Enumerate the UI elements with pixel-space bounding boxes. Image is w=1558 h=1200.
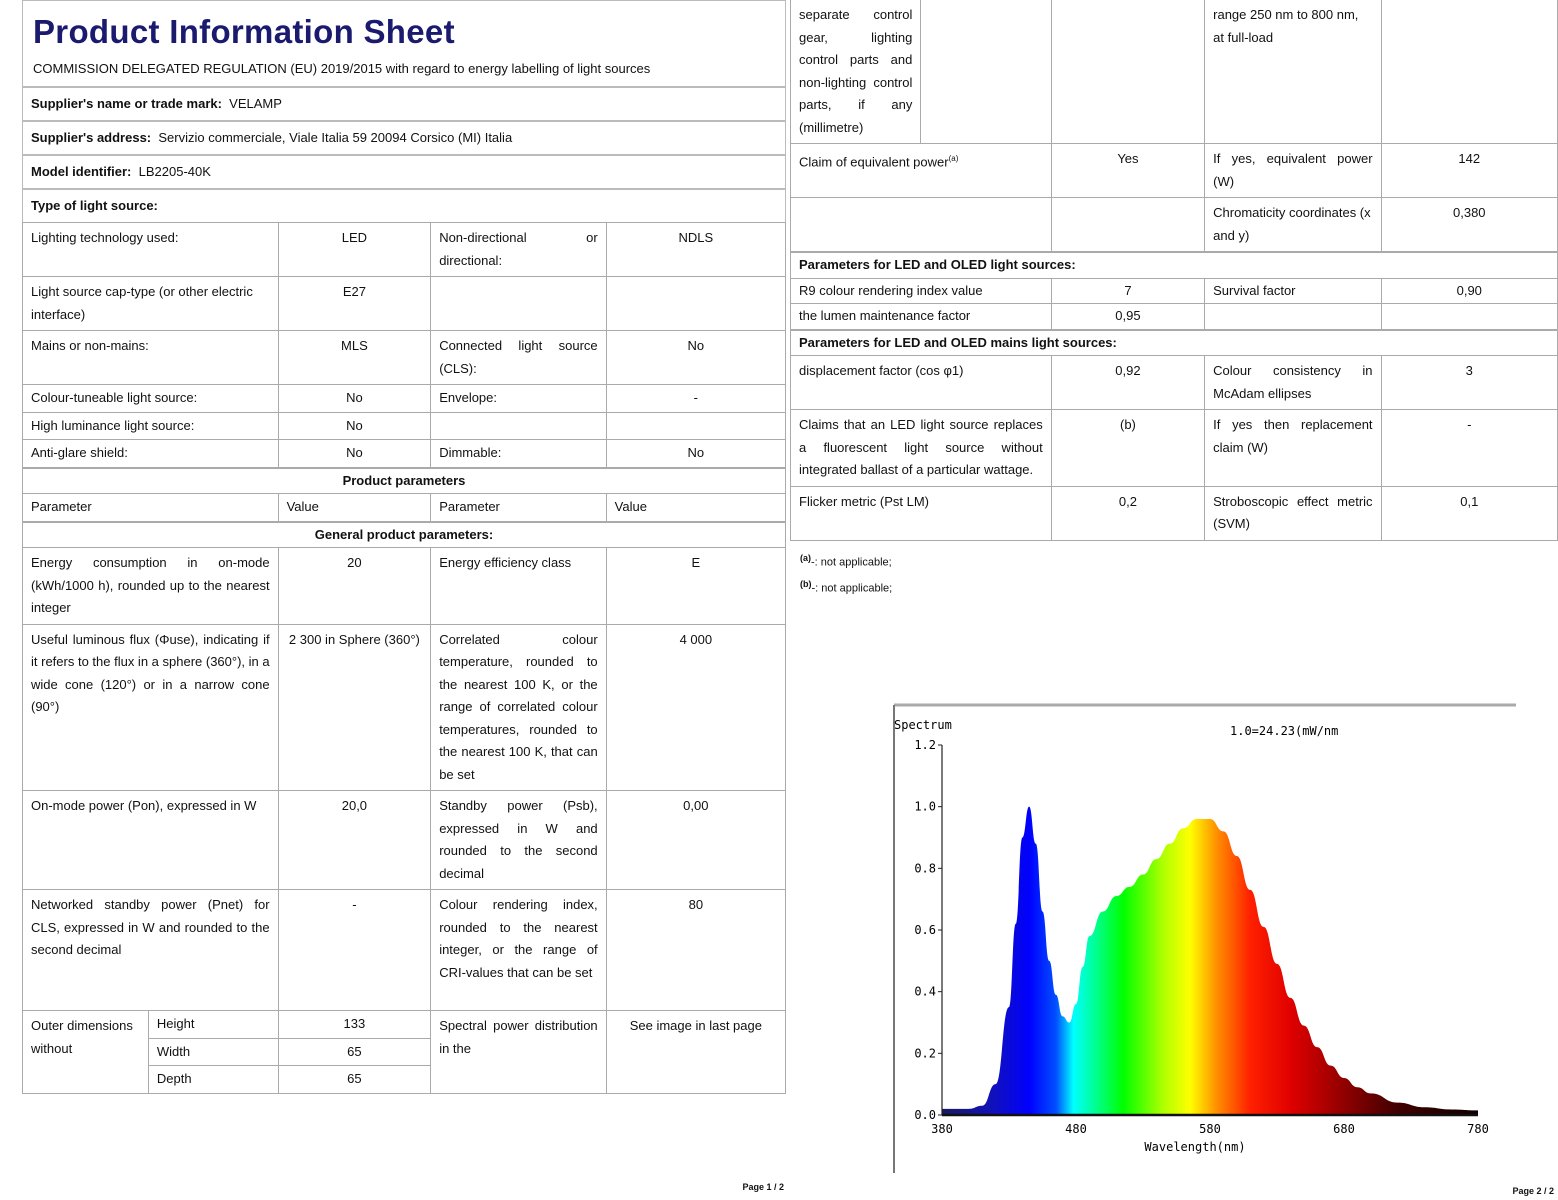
- dimension-value: 133: [278, 1011, 431, 1039]
- param-value: 0,90: [1381, 278, 1557, 304]
- param-label: Energy consumption in on-mode (kWh/1000 h), rounded up to the nearest integer: [23, 548, 279, 625]
- dimension-value: 65: [278, 1066, 431, 1094]
- footnote-mark: (a): [800, 552, 811, 563]
- table-row: [791, 356, 1558, 410]
- param-label: separate control gear, lighting control parts and non-lighting control parts, if any (millimetre): [791, 0, 921, 144]
- empty-cell: [921, 0, 1051, 144]
- param-label: Non-directional or directional:: [431, 223, 606, 277]
- y-tick-label: 0.8: [914, 861, 936, 876]
- param-value: 3: [1381, 356, 1557, 410]
- param-value: [606, 277, 785, 331]
- model-identifier-row: [23, 154, 785, 188]
- param-label: Useful luminous flux (Φuse), indicating if it refers to the flux in a sphere (360°), in a wide cone (120°) or in a narrow cone (90°): [23, 624, 279, 791]
- x-tick-label: 480: [1065, 1122, 1087, 1136]
- page-2: [790, 0, 1558, 1200]
- param-value: 0,92: [1051, 356, 1204, 410]
- table-row: [791, 304, 1558, 330]
- param-label: Light source cap-type (or other electric interface): [23, 277, 279, 331]
- param-label: Anti-glare shield:: [23, 440, 279, 468]
- type-of-light-source-row: [23, 188, 785, 222]
- table-row: [791, 486, 1558, 540]
- table-row: [23, 412, 786, 440]
- param-label: Flicker metric (Pst LM): [791, 486, 1052, 540]
- spectrum-chart: [890, 703, 1520, 1173]
- x-tick-label: 780: [1467, 1122, 1489, 1136]
- param-value: -: [606, 385, 785, 413]
- table-row: [23, 791, 786, 890]
- column-header: Parameter: [431, 494, 606, 522]
- y-tick-label: 0.2: [914, 1046, 936, 1061]
- param-label: [1205, 304, 1381, 330]
- param-value: [606, 412, 785, 440]
- table-row: [23, 331, 786, 385]
- type-of-light-source-label: Type of light source:: [31, 198, 158, 213]
- param-label: Colour consistency in McAdam ellipses: [1205, 356, 1381, 410]
- equivalent-power-claim-label: Claim of equivalent power: [799, 154, 949, 170]
- supplier-address-value: Servizio commerciale, Viale Italia 59 20094 Corsico (MI) Italia: [158, 130, 513, 145]
- supplier-name-row: [23, 86, 785, 120]
- param-value: E27: [278, 277, 431, 331]
- dimension-name: Height: [148, 1011, 278, 1039]
- param-label: Spectral power distribution in the: [431, 1011, 606, 1094]
- param-value: (b): [1051, 410, 1204, 487]
- param-value: [1051, 198, 1204, 253]
- empty-cell: [1381, 0, 1557, 144]
- dimension-name: Width: [148, 1038, 278, 1066]
- y-tick-label: 0.6: [914, 923, 936, 937]
- table-row: [23, 890, 786, 1011]
- footnote: [800, 547, 1548, 574]
- footnotes: [790, 541, 1558, 600]
- supplier-address-label: Supplier's address:: [31, 130, 152, 145]
- product-parameters-heading: Product parameters: [23, 468, 786, 494]
- dimension-value: 65: [278, 1038, 431, 1066]
- column-header: Value: [278, 494, 431, 522]
- param-label: Lighting technology used:: [23, 223, 279, 277]
- chart-annotation: 1.0=24.23(mW/nm: [1230, 724, 1339, 738]
- mains-heading-row: [791, 330, 1558, 356]
- column-header: Parameter: [23, 494, 279, 522]
- param-label: Colour-tuneable light source:: [23, 385, 279, 413]
- y-tick-label: 1.0: [914, 799, 936, 814]
- page-number: Page 1 / 2: [742, 1182, 784, 1192]
- column-header: Value: [606, 494, 785, 522]
- supplier-name-value: VELAMP: [229, 96, 282, 111]
- param-value: 80: [606, 890, 785, 1011]
- table-row: [791, 410, 1558, 487]
- table-row: [23, 548, 786, 625]
- param-value: -: [278, 890, 431, 1011]
- x-tick-label: 380: [931, 1122, 953, 1136]
- param-label: Survival factor: [1205, 278, 1381, 304]
- table-row: [23, 385, 786, 413]
- param-label: displacement factor (cos φ1): [791, 356, 1052, 410]
- page-title: Product Information Sheet: [33, 13, 455, 50]
- param-value: LED: [278, 223, 431, 277]
- product-parameters-heading-row: [23, 468, 786, 494]
- chart-ylabel: Spectrum: [894, 718, 952, 732]
- param-value: No: [278, 385, 431, 413]
- footnote-text: -: not applicable;: [811, 556, 892, 569]
- param-label: Energy efficiency class: [431, 548, 606, 625]
- x-tick-label: 680: [1333, 1122, 1355, 1136]
- param-label: Networked standby power (Pnet) for CLS, expressed in W and rounded to the second decimal: [23, 890, 279, 1011]
- param-value: 7: [1051, 278, 1204, 304]
- param-label: If yes, equivalent power (W): [1205, 144, 1381, 198]
- page-1: [22, 0, 786, 1200]
- led-heading-row: [791, 252, 1558, 278]
- regulation-text: COMMISSION DELEGATED REGULATION (EU) 2019/2015 with regard to energy labelling of light sources: [33, 61, 651, 76]
- table-row: [791, 278, 1558, 304]
- param-label: If yes then replacement claim (W): [1205, 410, 1381, 487]
- param-label: On-mode power (Pon), expressed in W: [23, 791, 279, 890]
- param-label: Chromaticity coordinates (x and y): [1205, 198, 1381, 253]
- table-row: [791, 144, 1558, 198]
- footnote-mark: (b): [800, 579, 812, 590]
- page-number: Page 2 / 2: [1512, 1186, 1554, 1196]
- param-value: 0,00: [606, 791, 785, 890]
- param-value: No: [278, 440, 431, 468]
- param-value: 2 300 in Sphere (360°): [278, 624, 431, 791]
- param-label: [791, 144, 1052, 198]
- param-value: MLS: [278, 331, 431, 385]
- y-tick-label: 0.0: [914, 1108, 936, 1122]
- param-label: Dimmable:: [431, 440, 606, 468]
- param-label: Stroboscopic effect metric (SVM): [1205, 486, 1381, 540]
- table-row: [23, 440, 786, 468]
- led-parameters-heading: Parameters for LED and OLED light sources:: [791, 252, 1558, 278]
- param-value: 20,0: [278, 791, 431, 890]
- param-value: 0,2: [1051, 486, 1204, 540]
- param-label: Claims that an LED light source replaces a fluorescent light source without integrated ballast of a particular wattage.: [791, 410, 1052, 487]
- spectrum-area: [942, 807, 1478, 1115]
- param-label: Correlated colour temperature, rounded to the nearest 100 K, or the range of correlated colour temperatures, rounded to the nearest 100 K, that can be set: [431, 624, 606, 791]
- x-tick-label: 580: [1199, 1122, 1221, 1136]
- general-parameters-heading: General product parameters:: [23, 522, 786, 548]
- page2-parameters-table: [790, 0, 1558, 541]
- spectrum-chart-svg: [890, 703, 1520, 1173]
- table-row: [791, 198, 1558, 253]
- param-label: R9 colour rendering index value: [791, 278, 1052, 304]
- param-label: range 250 nm to 800 nm, at full-load: [1205, 0, 1381, 144]
- continued-row: [791, 0, 1558, 144]
- param-value: E: [606, 548, 785, 625]
- param-label: Connected light source (CLS):: [431, 331, 606, 385]
- param-value: Yes: [1051, 144, 1204, 198]
- param-label: Colour rendering index, rounded to the nearest integer, or the range of CRI-values that can be set: [431, 890, 606, 1011]
- param-label: [431, 277, 606, 331]
- plot-area: [914, 738, 1489, 1136]
- param-value: 0,1: [1381, 486, 1557, 540]
- param-label: Envelope:: [431, 385, 606, 413]
- param-value: No: [278, 412, 431, 440]
- model-identifier-label: Model identifier:: [31, 164, 132, 179]
- param-value: 0,380: [1381, 198, 1557, 253]
- param-value: 0,95: [1051, 304, 1204, 330]
- model-identifier-value: LB2205-40K: [138, 164, 211, 179]
- param-label: Mains or non-mains:: [23, 331, 279, 385]
- param-value: [1381, 304, 1557, 330]
- table-row: [23, 277, 786, 331]
- param-value: No: [606, 331, 785, 385]
- param-label: [791, 198, 1052, 253]
- chart-xlabel: Wavelength(nm): [1144, 1140, 1246, 1154]
- param-value: 4 000: [606, 624, 785, 791]
- param-value: 20: [278, 548, 431, 625]
- param-value: NDLS: [606, 223, 785, 277]
- param-value: No: [606, 440, 785, 468]
- column-header-row: [23, 494, 786, 522]
- y-tick-label: 1.2: [914, 738, 936, 752]
- dimension-name: Depth: [148, 1066, 278, 1094]
- param-value: 142: [1381, 144, 1557, 198]
- header-block: [22, 0, 786, 222]
- table-row: [23, 624, 786, 791]
- footnote-text: -: not applicable;: [811, 582, 893, 595]
- dimensions-label: Outer dimensions without: [23, 1011, 149, 1094]
- supplier-name-label: Supplier's name or trade mark:: [31, 96, 222, 111]
- param-value: See image in last page: [606, 1011, 785, 1094]
- footnote-ref: (a): [948, 154, 959, 163]
- empty-cell: [1051, 0, 1204, 144]
- table-row: [23, 223, 786, 277]
- param-label: High luminance light source:: [23, 412, 279, 440]
- mains-parameters-heading: Parameters for LED and OLED mains light sources:: [791, 330, 1558, 356]
- general-heading-row: [23, 522, 786, 548]
- page1-parameters-table: [22, 222, 786, 1094]
- y-tick-label: 0.4: [914, 984, 936, 999]
- param-value: -: [1381, 410, 1557, 487]
- param-label: the lumen maintenance factor: [791, 304, 1052, 330]
- param-label: Standby power (Psb), expressed in W and rounded to the second decimal: [431, 791, 606, 890]
- footnote: [800, 573, 1548, 600]
- supplier-address-row: [23, 120, 785, 154]
- dimensions-row: [23, 1011, 786, 1039]
- param-label: [431, 412, 606, 440]
